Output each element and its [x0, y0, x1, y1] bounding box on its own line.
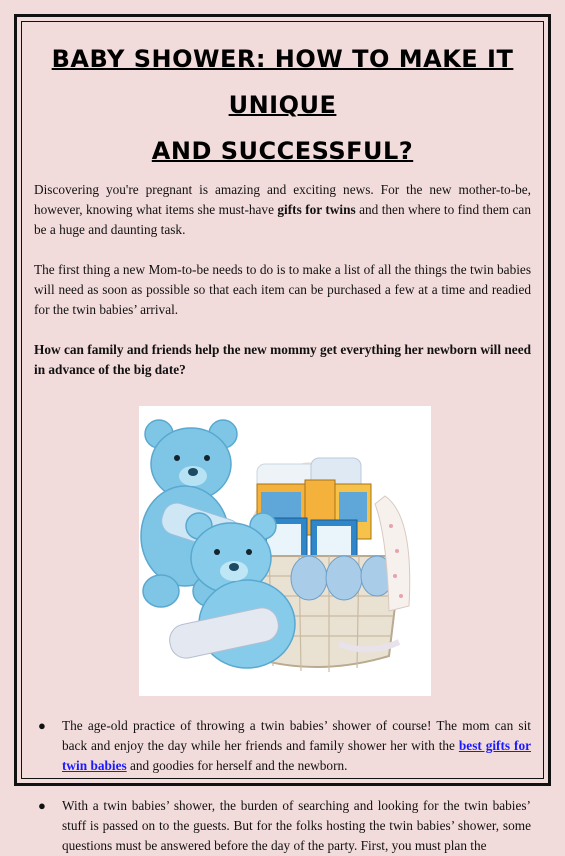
gift-basket-image: [139, 406, 431, 696]
article-content: [34, 36, 531, 853]
title-line-1: BABY SHOWER: HOW TO MAKE IT UNIQUE: [51, 45, 514, 119]
bullet-1-text-end: and goodies for herself and the newborn.: [126, 758, 348, 773]
bullet-dot-icon: ●: [38, 798, 46, 813]
bullet-1-text-start: The age-old practice of throwing a twin babies’ shower of course! The mom can sit back and enjoy the day while her friends and family shower her with the: [62, 718, 531, 753]
list-item: [34, 716, 531, 776]
bullet-dot-icon: ●: [38, 718, 46, 733]
list-item: [34, 796, 531, 856]
article-title: [34, 36, 531, 174]
gifts-for-twins-bold: gifts for twins: [277, 202, 356, 217]
intro-text-end: and then where to find them can be a huge and daunting task.: [34, 202, 531, 237]
bullet-list: [34, 716, 531, 856]
question-paragraph: How can family and friends help the new mommy get everything her newborn will need in advance of the big date?: [34, 342, 531, 377]
gift-basket-illustration: [139, 406, 431, 696]
list-paragraph: The first thing a new Mom-to-be needs to do is to make a list of all the things the twin babies will need as soon as possible so that each item can be purchased a few at a time and readied for the twin babies’ arrival.: [34, 262, 531, 317]
best-gifts-link[interactable]: best gifts for twin babies: [62, 738, 531, 773]
intro-paragraph: [34, 180, 531, 240]
title-line-2: AND SUCCESSFUL?: [151, 137, 414, 165]
bullet-2-text: With a twin babies’ shower, the burden of searching and looking for the twin babies’ stuff is passed on to the guests. But for the folks hosting the twin babies’ shower, some questions must be answered before the day of the party. First, you must plan the: [62, 798, 531, 853]
intro-text-start: Discovering you're pregnant is amazing and exciting news. For the new mother-to-be, however, knowing what items she must-have: [34, 182, 531, 217]
